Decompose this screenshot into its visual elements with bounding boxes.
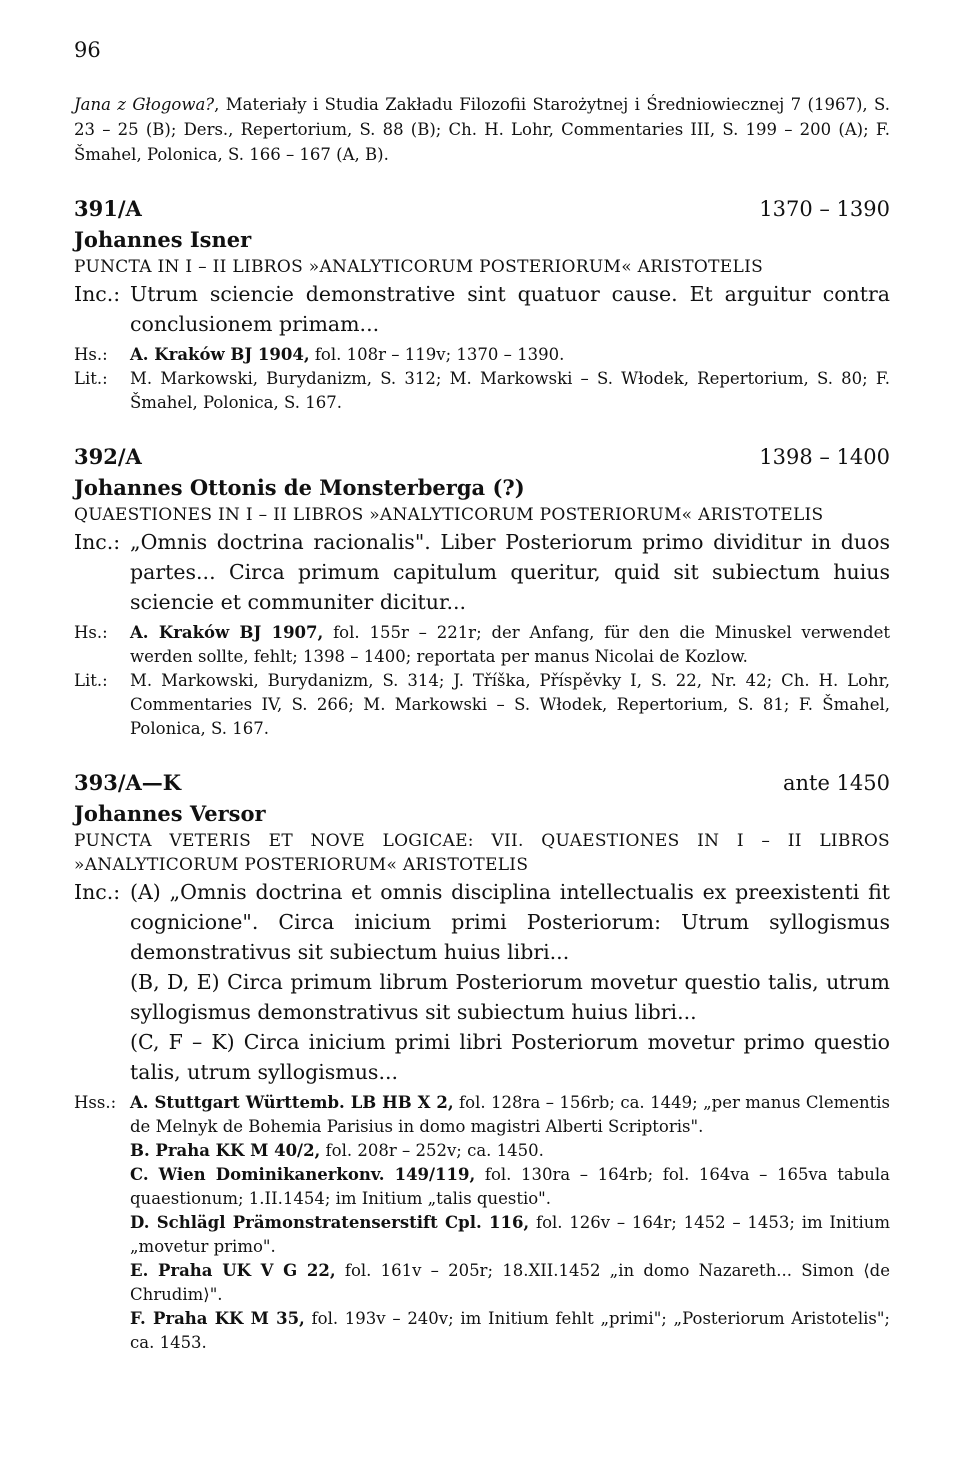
manuscript-shelfmark: E. Praha UK V G 22, [130, 1261, 336, 1280]
literature-label: Lit.: [74, 671, 108, 690]
incipit-text: „Omnis doctrina racionalis". Liber Posteriorum primo dividitur in duos partes... Circa primum capitulum queritur, quid sit subiectum huius sciencie et communiter dicitur... [130, 530, 890, 614]
incipit-text [130, 877, 890, 1087]
manuscript-text [130, 621, 890, 669]
manuscripts-row [74, 1091, 890, 1355]
manuscript-details: fol. 128ra – 156rb; ca. 1449; „per manus Clementis de Melnyk de Bohemia Parisius in domo magistri Alberti Scriptoris". [130, 1093, 890, 1136]
entry-391 [74, 193, 890, 415]
incipit-label: Inc.: [74, 282, 121, 306]
incipit-variant-c-f-k: (C, F – K) Circa inicium primi libri Posteriorum movetur primo questio talis, utrum syllogismus... [130, 1030, 890, 1084]
manuscript-shelfmark: B. Praha KK M 40/2, [130, 1141, 321, 1160]
incipit-row [74, 279, 890, 339]
entry-392 [74, 441, 890, 741]
literature-row [74, 367, 890, 415]
manuscript-shelfmark: A. Kraków BJ 1904, [130, 345, 310, 364]
incipit-text: Utrum sciencie demonstrative sint quatuor cause. Et arguitur contra conclusionem primam... [130, 282, 890, 336]
manuscript-details: fol. 193v – 240v; im Initium fehlt „primi"; „Posteriorum Aristotelis"; ca. 1453. [130, 1309, 890, 1352]
manuscript-details: fol. 126v – 164r; 1452 – 1453; im Initium „movetur primo". [130, 1213, 891, 1256]
manuscript-item [130, 1307, 890, 1355]
incipit-variant-b-d-e: (B, D, E) Circa primum librum Posteriorum movetur questio talis, utrum syllogismus demonstrativus sit subiectum huius libri... [130, 970, 890, 1024]
entry-date: 1370 – 1390 [759, 197, 890, 221]
incipit-label: Inc.: [74, 530, 121, 554]
incipit-variant-a: (A) „Omnis doctrina et omnis disciplina intellectualis ex preexistenti fit cognicione". Circa inicium primi Posteriorum: Utrum syllogismus demonstrativus sit subiectum huius libri... [130, 880, 890, 964]
entry-date: 1398 – 1400 [759, 445, 890, 469]
entry-393 [74, 767, 890, 1355]
page-content [74, 92, 890, 1355]
entry-work-title: PUNCTA IN I – II LIBROS »ANALYTICORUM POSTERIORUM« ARISTOTELIS [74, 257, 764, 277]
manuscript-text [130, 343, 890, 367]
incipit-row [74, 877, 890, 1087]
entry-date: ante 1450 [782, 771, 890, 795]
manuscript-item [130, 1163, 890, 1211]
entry-work-title: QUAESTIONES IN I – II LIBROS »ANALYTICORUM POSTERIORUM« ARISTOTELIS [74, 505, 824, 525]
incipit-row [74, 527, 890, 617]
manuscript-label: Hs.: [74, 623, 108, 642]
entry-author: Johannes Ottonis de Monsterberga (?) [74, 475, 525, 500]
manuscripts-label: Hss.: [74, 1093, 117, 1112]
entry-work-title: PUNCTA VETERIS ET NOVE LOGICAE: VII. QUAESTIONES IN I – II LIBROS »ANALYTICORUM POSTERIORUM« ARISTOTELIS [74, 831, 890, 875]
manuscript-details: fol. 155r – 221r; der Anfang, für den die Minuskel verwendet werden sollte, fehlt; 1398 – 1400; reportata per manus Nicolai de Kozlow. [130, 623, 890, 666]
manuscript-row [74, 621, 890, 669]
manuscript-shelfmark: A. Kraków BJ 1907, [130, 623, 324, 642]
entry-heading [74, 193, 890, 225]
literature-text: M. Markowski, Burydanizm, S. 314; J. Tříška, Příspěvky I, S. 22, Nr. 42; Ch. H. Lohr, Commentaries IV, S. 266; M. Markowski – S. Włodek, Repertorium, S. 81; F. Šmahel, Polonica, S. 167. [130, 671, 890, 738]
intro-rest: , Materiały i Studia Zakładu Filozofii Starożytnej i Średniowiecznej 7 (1967), S. 23 – 25 (B); Ders., Repertorium, S. 88 (B); Ch. H. Lohr, Commentaries III, S. 199 – 200 (A); F. Šmahel, Polonica, S. 166 – 167 (A, B). [74, 95, 891, 164]
entry-heading [74, 441, 890, 473]
entry-number: 393/A—K [74, 770, 182, 795]
manuscript-item [130, 1139, 890, 1163]
manuscript-details: fol. 108r – 119v; 1370 – 1390. [309, 345, 565, 364]
manuscript-label: Hs.: [74, 345, 108, 364]
manuscript-item [130, 1259, 890, 1307]
literature-row [74, 669, 890, 741]
incipit-label: Inc.: [74, 880, 121, 904]
literature-label: Lit.: [74, 369, 108, 388]
entry-heading [74, 767, 890, 799]
entry-number: 391/A [74, 196, 142, 221]
manuscript-details: fol. 208r – 252v; ca. 1450. [320, 1141, 544, 1160]
manuscript-item [130, 1211, 890, 1259]
manuscript-details: fol. 161v – 205r; 18.XII.1452 „in domo Nazareth... Simon ⟨de Chrudim⟩". [130, 1261, 890, 1304]
entry-author: Johannes Isner [74, 227, 252, 252]
manuscript-row [74, 343, 890, 367]
intro-title: Jana z Głogowa? [74, 95, 215, 114]
manuscripts-list [130, 1091, 890, 1355]
entry-author: Johannes Versor [74, 801, 266, 826]
manuscript-shelfmark: A. Stuttgart Württemb. LB HB X 2, [130, 1093, 454, 1112]
manuscript-shelfmark: F. Praha KK M 35, [130, 1309, 305, 1328]
manuscript-details: fol. 130ra – 164rb; fol. 164va – 165va tabula quaestionum; 1.II.1454; im Initium „talis questio". [130, 1165, 891, 1208]
intro-bibliography [74, 92, 890, 167]
manuscript-shelfmark: C. Wien Dominikanerkonv. 149/119, [130, 1165, 476, 1184]
manuscript-shelfmark: D. Schlägl Prämonstratenserstift Cpl. 116, [130, 1213, 530, 1232]
entry-number: 392/A [74, 444, 142, 469]
page-number: 96 [74, 38, 101, 62]
literature-text: M. Markowski, Burydanizm, S. 312; M. Markowski – S. Włodek, Repertorium, S. 80; F. Šmahel, Polonica, S. 167. [130, 369, 890, 412]
manuscript-item [130, 1091, 890, 1139]
